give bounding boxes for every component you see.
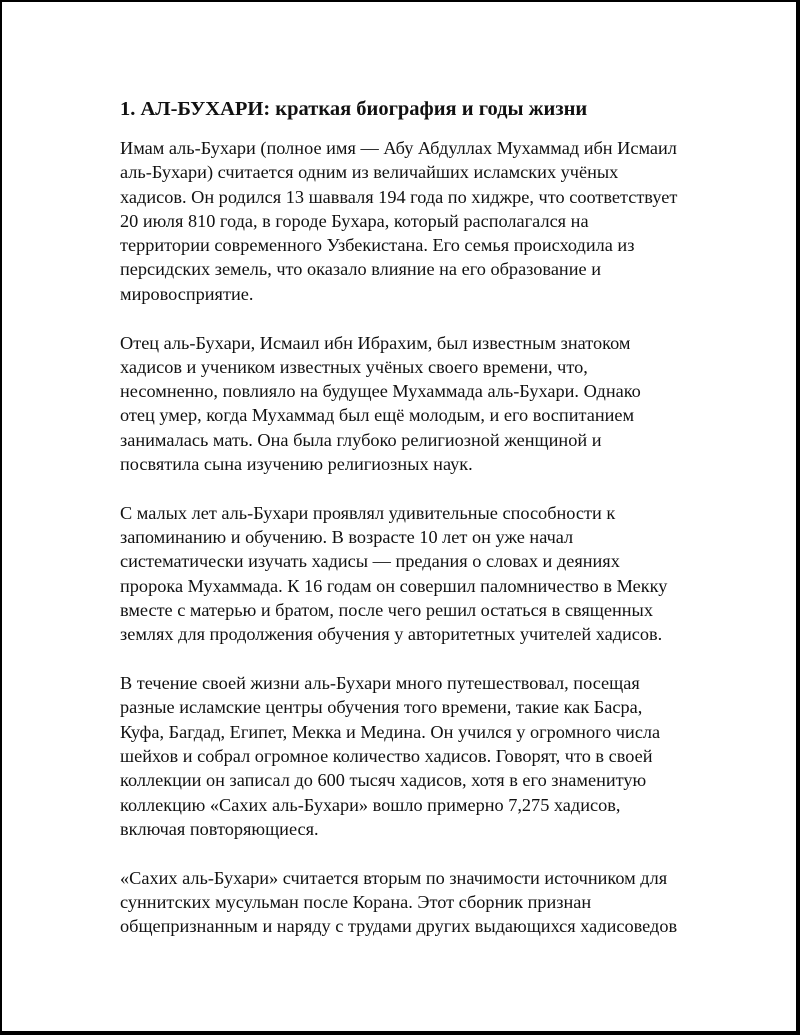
- text-line: занималась мать. Она была глубоко религиозной женщиной и: [120, 429, 602, 450]
- text-line: В течение своей жизни аль-Бухари много путешествовал, посещая: [120, 673, 640, 694]
- text-line: территории современного Узбекистана. Его семья происходила из: [120, 235, 635, 256]
- text-line: хадисов и учеником известных учёных своего времени, что,: [120, 356, 588, 377]
- text-line: суннитских мусульман после Корана. Этот сборник признан: [120, 892, 592, 913]
- text-line: Отец аль-Бухари, Исмаил ибн Ибрахим, был известным знатоком: [120, 332, 631, 353]
- text-line: Куфа, Багдад, Египет, Мекка и Медина. Он учился у огромного числа: [120, 721, 661, 742]
- text-line: С малых лет аль-Бухари проявлял удивительные способности к: [120, 502, 616, 523]
- text-line: вместе с матерью и братом, после чего решил остаться в священных: [120, 600, 653, 621]
- text-line: запоминанию и обучению. В возрасте 10 лет он уже начал: [120, 527, 574, 548]
- paragraphs-container: [120, 136, 700, 939]
- text-line: несомненно, повлияло на будущее Мухаммада аль-Бухари. Однако: [120, 381, 641, 402]
- text-line: хадисов. Он родился 13 шавваля 194 года по хиджре, что соответствует: [120, 186, 678, 207]
- section-heading: 1. АЛ-БУХАРИ: краткая биография и годы жизни: [120, 98, 588, 120]
- text-line: коллекции он записал до 600 тысяч хадисов, хотя в его знаменитую: [120, 770, 647, 791]
- text-line: мировосприятие.: [120, 283, 254, 304]
- text-line: систематически изучать хадисы — предания о словах и деяниях: [120, 551, 620, 572]
- paragraph: [120, 136, 700, 306]
- text-line: посвятила сына изучению религиозных наук.: [120, 454, 473, 475]
- paragraph: [120, 501, 700, 647]
- text-line: шейхов и собрал огромное количество хадисов. Говорят, что в своей: [120, 746, 653, 767]
- text-line: пророка Мухаммада. К 16 годам он совершил паломничество в Мекку: [120, 575, 668, 596]
- text-line: персидских земель, что оказало влияние на его образование и: [120, 259, 601, 280]
- paragraph: [120, 331, 700, 477]
- text-line: «Сахих аль-Бухари» считается вторым по значимости источником для: [120, 867, 668, 888]
- document-body: [120, 95, 700, 963]
- text-line: включая повторяющиеся.: [120, 818, 319, 839]
- paragraph: [120, 671, 700, 841]
- text-line: коллекцию «Сахих аль-Бухари» вошло примерно 7,275 хадисов,: [120, 794, 621, 815]
- text-line: землях для продолжения обучения у авторитетных учителей хадисов.: [120, 624, 663, 645]
- text-line: 20 июля 810 года, в городе Бухара, который располагался на: [120, 210, 589, 231]
- text-line: разные исламские центры обучения того времени, такие как Басра,: [120, 697, 643, 718]
- text-line: Имам аль-Бухари (полное имя — Абу Абдуллах Мухаммад ибн Исмаил: [120, 138, 677, 158]
- paragraph: [120, 866, 700, 939]
- text-line: общепризнанным и наряду с трудами других выдающихся хадисоведов: [120, 916, 678, 937]
- text-line: аль-Бухари) считается одним из величайших исламских учёных: [120, 162, 619, 183]
- text-line: отец умер, когда Мухаммад был ещё молодым, и его воспитанием: [120, 405, 635, 426]
